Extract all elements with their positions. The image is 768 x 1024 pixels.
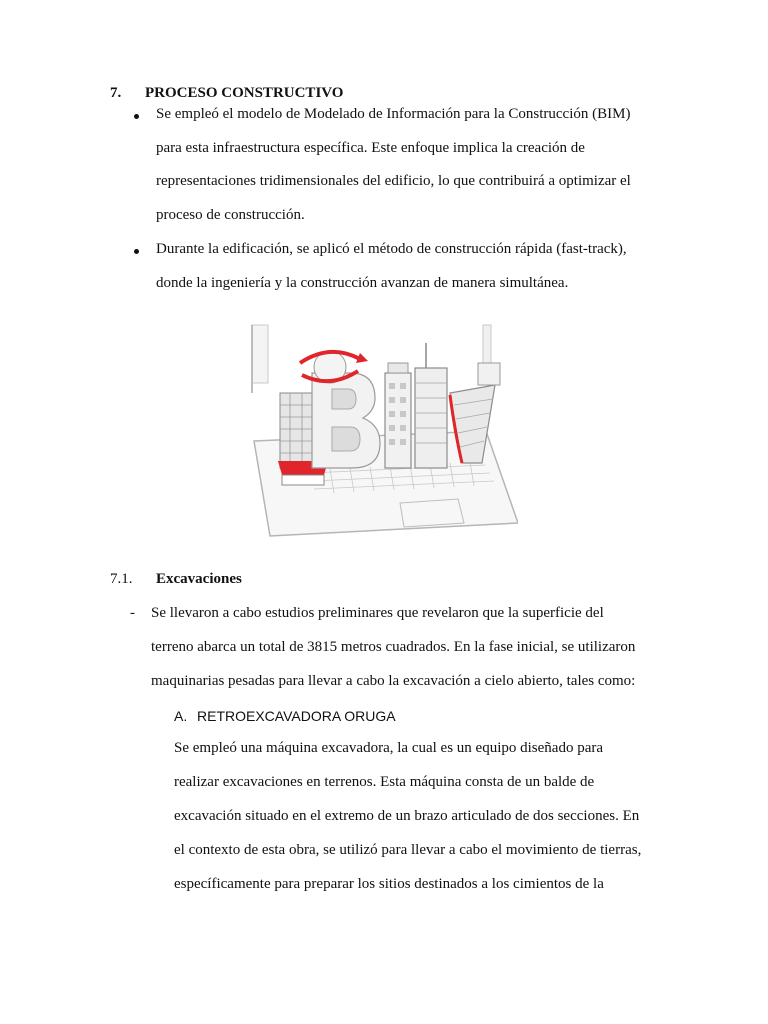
paragraph-line: representaciones tridimensionales del edificio, lo que contribuirá a optimizar el <box>156 173 631 189</box>
paragraph-line: realizar excavaciones en terrenos. Esta máquina consta de un balde de <box>174 774 595 790</box>
bim-laptop-graphic <box>250 323 518 538</box>
paragraph-line: maquinarias pesadas para llevar a cabo la excavación a cielo abierto, tales como: <box>151 673 636 689</box>
subitem-label: A. <box>174 708 188 724</box>
paragraph-line: específicamente para preparar los sitios destinados a los cimientos de la <box>174 876 604 892</box>
bullet-marker <box>134 249 139 254</box>
subsection-title: Excavaciones <box>156 571 242 587</box>
paragraph-line: el contexto de esta obra, se utilizó para llevar a cabo el movimiento de tierras, <box>174 842 642 858</box>
paragraph-line: Se empleó el modelo de Modelado de Información para la Construcción (BIM) <box>156 106 631 122</box>
paragraph-line: Se empleó una máquina excavadora, la cual es un equipo diseñado para <box>174 740 604 756</box>
paragraph-line: Durante la edificación, se aplicó el método de construcción rápida (fast-track), <box>156 241 627 257</box>
paragraph-line: terreno abarca un total de 3815 metros cuadrados. En la fase inicial, se utilizaron <box>151 639 636 655</box>
bullet-marker <box>134 114 139 119</box>
dash-marker: - <box>130 605 135 621</box>
subitem-title: RETROEXCAVADORA ORUGA <box>197 708 396 724</box>
paragraph-line: proceso de construcción. <box>156 207 305 223</box>
section-number: 7. <box>110 85 122 101</box>
bim-illustration <box>250 323 518 538</box>
paragraph-line: excavación situado en el extremo de un brazo articulado de dos secciones. En <box>174 808 640 824</box>
section-title: PROCESO CONSTRUCTIVO <box>145 85 344 101</box>
subsection-number: 7.1. <box>110 571 133 587</box>
paragraph-line: para esta infraestructura específica. Este enfoque implica la creación de <box>156 140 585 156</box>
paragraph-line: Se llevaron a cabo estudios preliminares que revelaron que la superficie del <box>151 605 604 621</box>
paragraph-line: donde la ingeniería y la construcción avanzan de manera simultánea. <box>156 275 569 291</box>
